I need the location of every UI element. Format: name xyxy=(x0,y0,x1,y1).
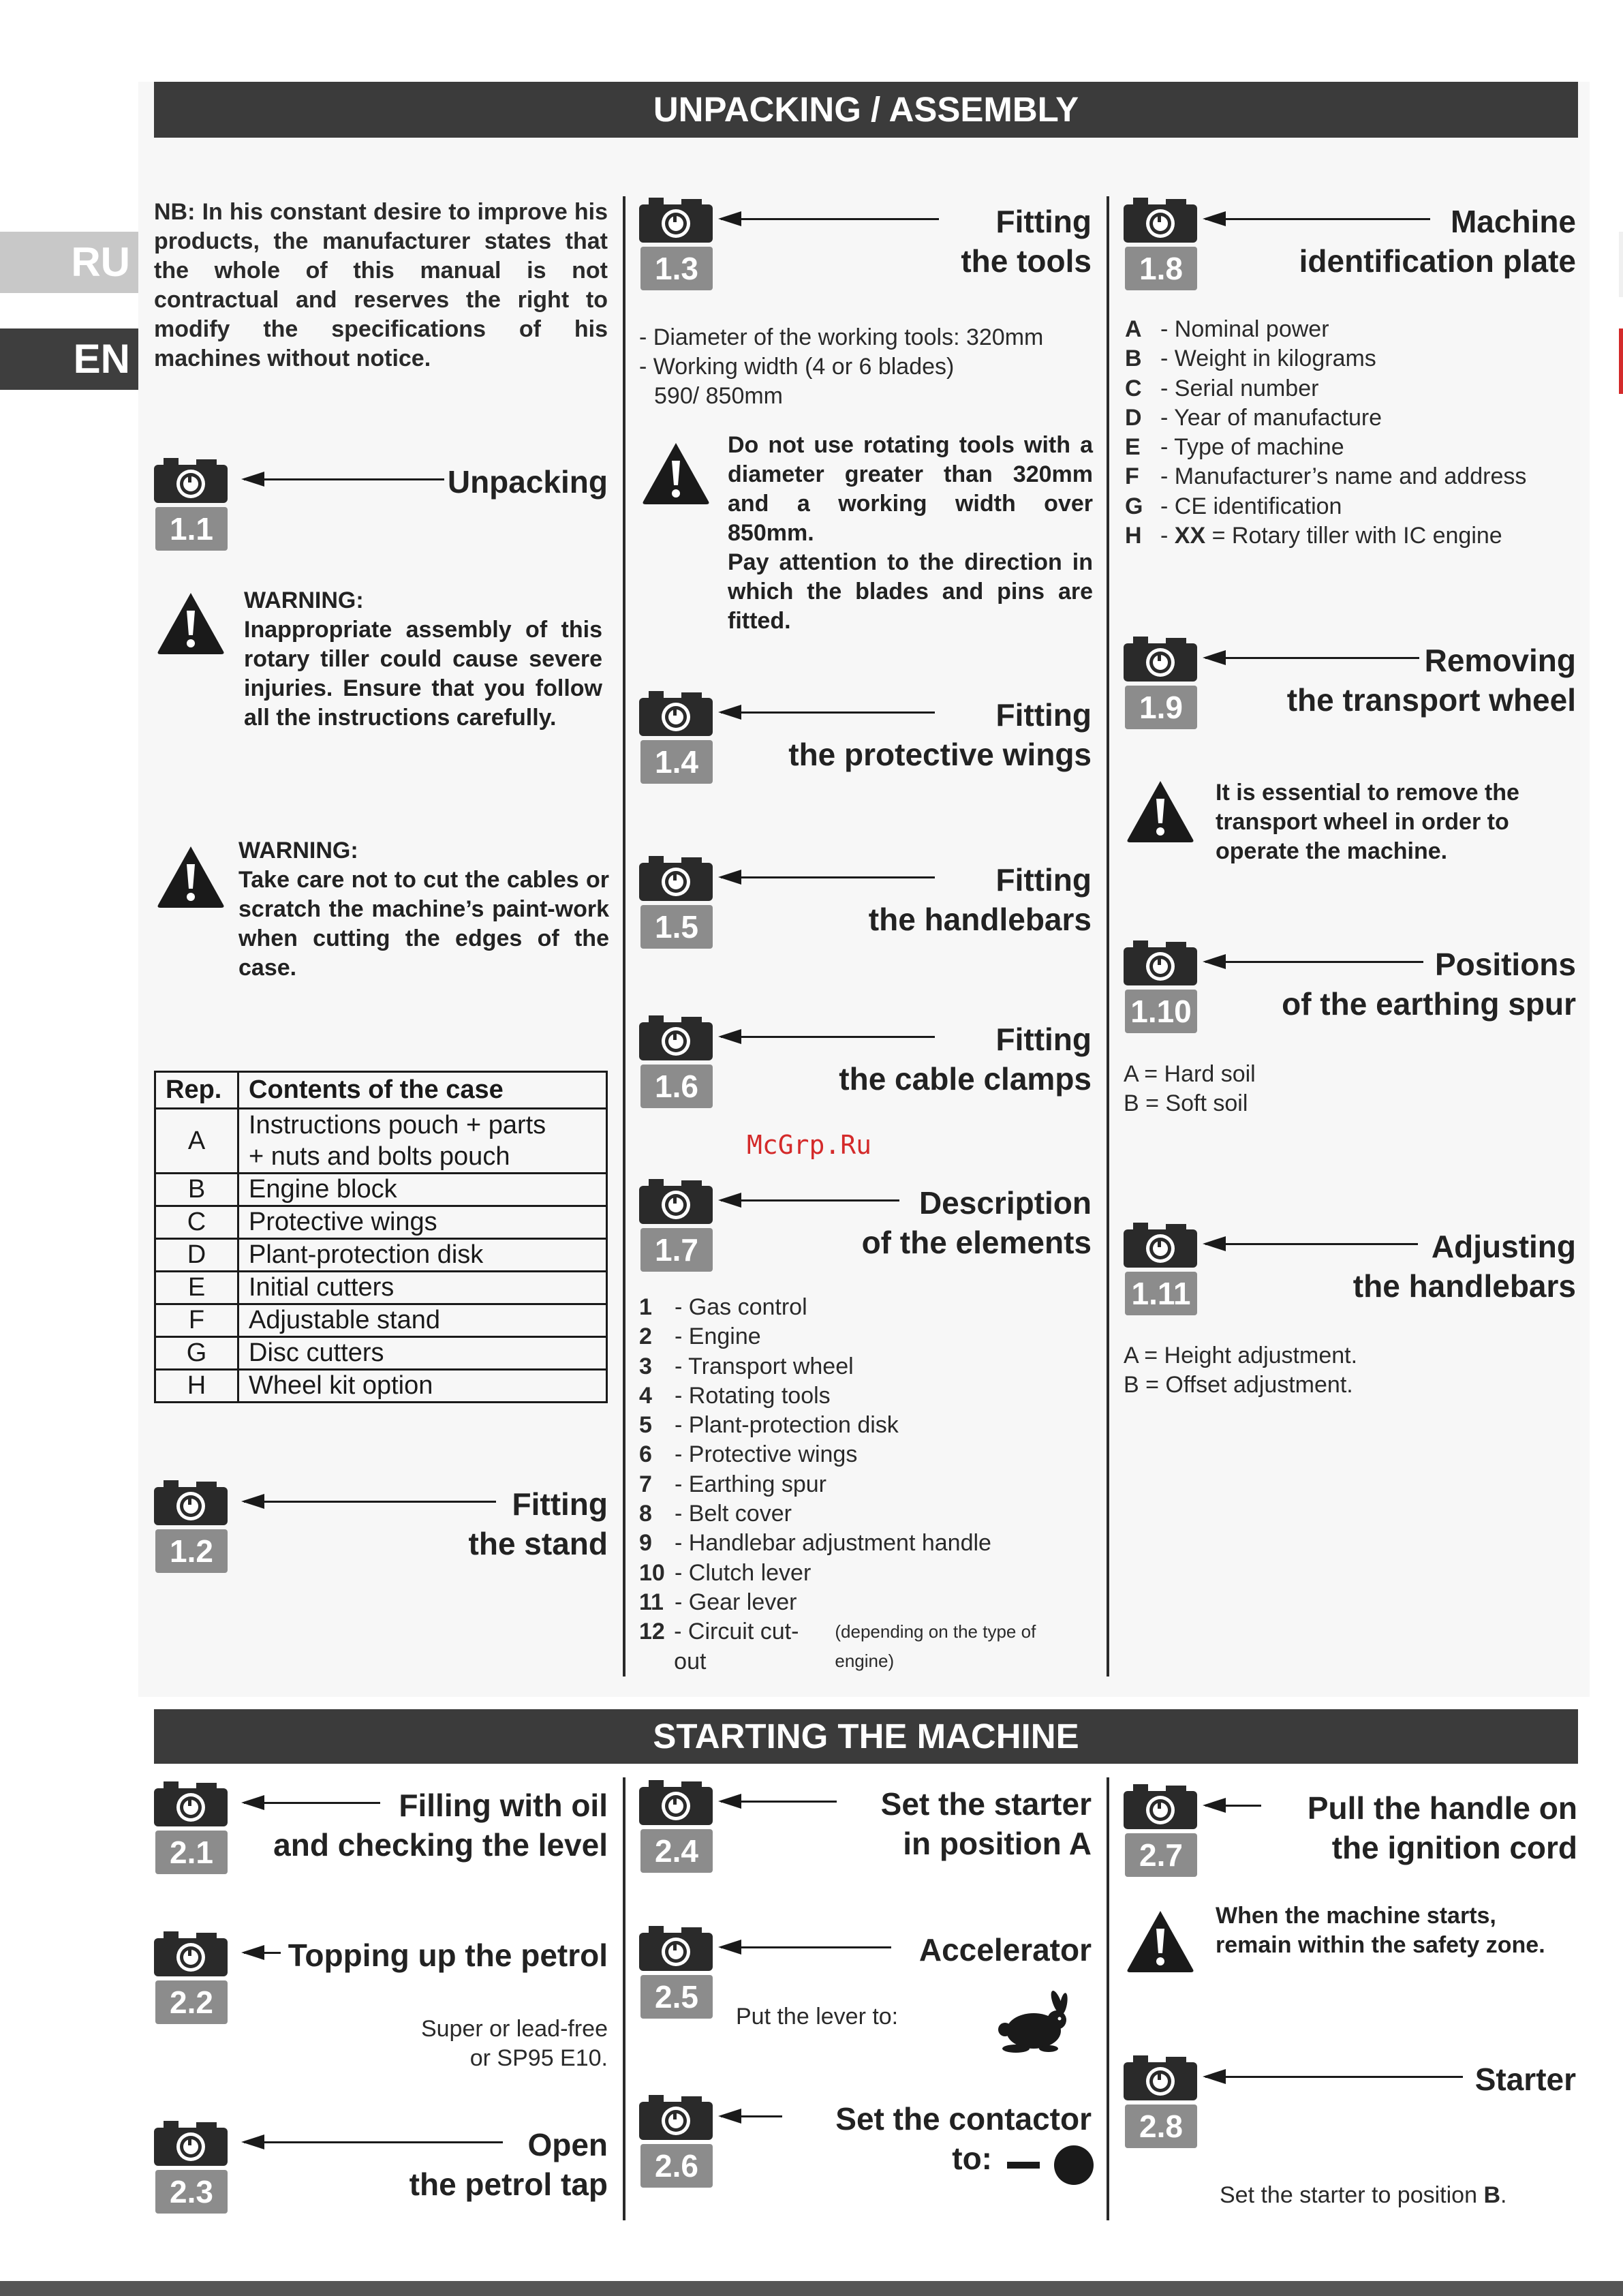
camera-icon xyxy=(1124,637,1197,682)
section-title: Description of the elements xyxy=(861,1185,1092,1260)
list-item: C - Serial number xyxy=(1125,375,1319,401)
camera-icon xyxy=(1124,1223,1197,1268)
arrow-left-icon xyxy=(721,1801,837,1803)
section-1-10 xyxy=(1124,940,1576,1036)
section-number: 1.7 xyxy=(640,1228,713,1272)
column-divider-1 xyxy=(623,196,625,1677)
list-item: 6 - Protective wings xyxy=(639,1441,858,1468)
arrow-left-icon xyxy=(721,2115,782,2117)
camera-icon xyxy=(639,1780,713,1825)
list-item: 4 - Rotating tools xyxy=(639,1382,831,1409)
banner-unpacking: UNPACKING / ASSEMBLY xyxy=(154,82,1578,138)
camera-icon xyxy=(154,458,228,503)
section-title: Open the petrol tap xyxy=(409,2127,608,2202)
section-title: Accelerator xyxy=(918,1932,1092,1968)
section-number: 2.7 xyxy=(1125,1833,1197,1877)
camera-icon xyxy=(639,2095,713,2140)
warning-text-5: When the machine starts, remain within the safety zone. xyxy=(1216,1903,1545,1958)
plate-list xyxy=(1125,315,1581,551)
section-2-1 xyxy=(154,1781,608,1877)
section-number: 1.3 xyxy=(640,247,713,290)
handlebar-adjustments: A = Height adjustment. B = Offset adjustment. xyxy=(1124,1343,1358,1398)
table-row: F Adjustable stand xyxy=(155,1304,607,1337)
section-1-6 xyxy=(639,1015,1092,1111)
camera-icon xyxy=(639,1926,713,1971)
list-item: A - Nominal power xyxy=(1125,316,1329,342)
section-number: 1.9 xyxy=(1125,686,1197,729)
starter-note: Set the starter to position B. xyxy=(1220,2182,1507,2208)
camera-icon xyxy=(154,1931,228,1976)
list-item: 12 - Circuit cut-out (depending on the type of engine) xyxy=(639,1619,1036,1674)
table-row: E Initial cutters xyxy=(155,1272,607,1304)
arrow-left-icon xyxy=(1205,2076,1463,2078)
list-item: 2 - Engine xyxy=(639,1323,761,1350)
section-number: 1.4 xyxy=(640,740,713,784)
section-1-4 xyxy=(639,691,1092,786)
camera-icon xyxy=(639,1179,713,1224)
section-title: Set the starter in position A xyxy=(880,1786,1092,1861)
warning-icon xyxy=(155,844,226,909)
section-2-8 xyxy=(1124,2055,1576,2151)
nb-paragraph: NB: In his constant desire to improve his products, the manufacturer states that the whole of this manual is not contractual and reserves the right to modify the specifications of his machines without notice. xyxy=(154,199,608,371)
camera-icon xyxy=(154,2121,228,2166)
section-1-9 xyxy=(1124,637,1576,732)
column-divider-2 xyxy=(1107,196,1109,1677)
section-number: 2.8 xyxy=(1125,2104,1197,2148)
section-title: Fitting the stand xyxy=(468,1486,608,1561)
arrow-left-icon xyxy=(244,1501,496,1503)
table-row: A Instructions pouch + parts + nuts and bolts pouch xyxy=(155,1109,607,1174)
watermark: McGrp.Ru xyxy=(747,1130,872,1160)
section-2-2 xyxy=(154,1931,608,2027)
section-title: Set the contactor to: xyxy=(835,2101,1092,2176)
arrow-left-icon xyxy=(244,478,444,480)
list-item: 8 - Belt cover xyxy=(639,1501,792,1527)
section-number: 2.2 xyxy=(155,1980,228,2024)
list-item: E - Type of machine xyxy=(1125,434,1344,461)
earthing-positions: A = Hard soil B = Soft soil xyxy=(1124,1061,1256,1116)
section-number: 1.6 xyxy=(640,1065,713,1108)
camera-icon xyxy=(1124,940,1197,985)
warning-text-3: Do not use rotating tools with a diameter greater than 320mm and a working width over 850mm. Pay attention to the direction in which the blades and pins are fitted. xyxy=(728,432,1093,634)
warning-text-1: WARNING: Inappropriate assembly of this rotary tiller could cause severe injuries. Ensure that you follow all the instructions carefully. xyxy=(244,587,602,731)
table-row: C Protective wings xyxy=(155,1206,607,1239)
section-title: Removing the transport wheel xyxy=(1286,643,1576,718)
arrow-left-icon xyxy=(244,1952,281,1954)
contactor-off-icon xyxy=(1007,2144,1096,2185)
camera-icon xyxy=(639,856,713,901)
section-title: Topping up the petrol xyxy=(288,1938,608,1973)
section-title: Positions of the earthing spur xyxy=(1282,947,1576,1022)
warning-text-4: It is essential to remove the transport wheel in order to operate the machine. xyxy=(1216,780,1519,864)
warning-icon xyxy=(155,590,226,656)
section-title: Fitting the tools xyxy=(961,204,1092,279)
tools-specs: - Diameter of the working tools: 320mm - Working width (4 or 6 blades) 590/ 850mm xyxy=(639,324,1044,409)
rabbit-icon xyxy=(991,1990,1072,2055)
section-number: 1.2 xyxy=(155,1529,228,1573)
camera-icon xyxy=(1124,2055,1197,2100)
warning-icon xyxy=(1125,778,1196,844)
section-number: 2.6 xyxy=(640,2144,713,2188)
section-number: 2.3 xyxy=(155,2170,228,2214)
section-number: 1.1 xyxy=(155,507,228,551)
section-number: 1.11 xyxy=(1125,1272,1197,1315)
table-row: B Engine block xyxy=(155,1174,607,1206)
section-1-3 xyxy=(639,198,1092,293)
contents-table xyxy=(154,1071,608,1403)
section-title: Pull the handle on the ignition cord xyxy=(1307,1790,1577,1865)
section-title: Starter xyxy=(1474,2062,1576,2097)
section-title: Unpacking xyxy=(447,464,608,500)
list-item: B - Weight in kilograms xyxy=(1125,346,1376,372)
petrol-note: Super or lead-free or SP95 E10. xyxy=(420,2016,608,2071)
section-title: Fitting the cable clamps xyxy=(839,1022,1092,1097)
table-row: D Plant-protection disk xyxy=(155,1239,607,1272)
camera-icon xyxy=(639,1015,713,1060)
section-number: 1.10 xyxy=(1125,990,1197,1033)
camera-icon xyxy=(639,198,713,243)
section-1-8 xyxy=(1124,198,1576,293)
edge-mark xyxy=(1619,232,1623,297)
lang-tab-en[interactable]: EN xyxy=(0,328,140,390)
column-divider-4 xyxy=(1107,1777,1109,2220)
list-item: 9 - Handlebar adjustment handle xyxy=(639,1530,991,1557)
section-number: 2.5 xyxy=(640,1975,713,2019)
list-item: 5 - Plant-protection disk xyxy=(639,1412,899,1439)
section-number: 1.8 xyxy=(1125,247,1197,290)
arrow-left-icon xyxy=(721,1946,891,1948)
list-item: H - XX = Rotary tiller with IC engine xyxy=(1125,523,1502,549)
camera-icon xyxy=(1124,198,1197,243)
section-title: Fitting the handlebars xyxy=(868,862,1092,937)
section-1-11 xyxy=(1124,1223,1576,1318)
table-row: H Wheel kit option xyxy=(155,1370,607,1403)
lang-tab-ru[interactable]: RU xyxy=(0,232,140,293)
arrow-left-icon xyxy=(1205,1805,1261,1807)
section-1-2 xyxy=(154,1480,608,1576)
section-1-7 xyxy=(639,1179,1092,1274)
camera-icon xyxy=(154,1781,228,1826)
accelerator-note: Put the lever to: xyxy=(736,2004,899,2030)
elements-list xyxy=(639,1293,1096,1677)
warning-icon xyxy=(1125,1908,1196,1974)
warning-icon xyxy=(640,440,711,506)
camera-icon xyxy=(154,1480,228,1525)
column-divider-3 xyxy=(623,1777,625,2220)
section-1-5 xyxy=(639,856,1092,951)
table-header: Rep. xyxy=(155,1072,238,1109)
section-number: 1.5 xyxy=(640,905,713,949)
section-title: Filling with oil and checking the level xyxy=(273,1788,608,1863)
arrow-left-icon xyxy=(721,218,939,220)
list-item: G - CE identification xyxy=(1125,493,1342,519)
warning-text-2: WARNING: Take care not to cut the cables or scratch the machine’s paint-work when cutting the edges of the case. xyxy=(238,838,609,981)
camera-icon xyxy=(1124,1784,1197,1829)
section-title: Adjusting the handlebars xyxy=(1352,1229,1576,1304)
section-number: 2.1 xyxy=(155,1831,228,1874)
table-row: G Disc cutters xyxy=(155,1337,607,1370)
page-bottom-bar xyxy=(0,2281,1623,2296)
section-2-4 xyxy=(639,1780,1092,1876)
list-item: 10 - Clutch lever xyxy=(639,1559,812,1586)
section-title: Fitting the protective wings xyxy=(788,697,1092,772)
section-number: 2.4 xyxy=(640,1829,713,1873)
list-item: F - Manufacturer’s name and address xyxy=(1125,463,1527,490)
section-title: Machine identification plate xyxy=(1299,204,1576,279)
list-item: 1 - Gas control xyxy=(639,1294,807,1320)
list-item: D - Year of manufacture xyxy=(1125,404,1382,431)
section-2-3 xyxy=(154,2121,608,2216)
list-item: 3 - Transport wheel xyxy=(639,1353,854,1379)
list-item: 11 - Gear lever xyxy=(639,1589,797,1615)
camera-icon xyxy=(639,691,713,736)
section-1-1 xyxy=(154,458,608,553)
table-header: Contents of the case xyxy=(238,1072,607,1109)
list-item: 7 - Earthing spur xyxy=(639,1471,826,1497)
banner-starting: STARTING THE MACHINE xyxy=(154,1709,1578,1764)
edge-mark-red xyxy=(1619,328,1623,394)
section-2-7 xyxy=(1124,1784,1577,1880)
